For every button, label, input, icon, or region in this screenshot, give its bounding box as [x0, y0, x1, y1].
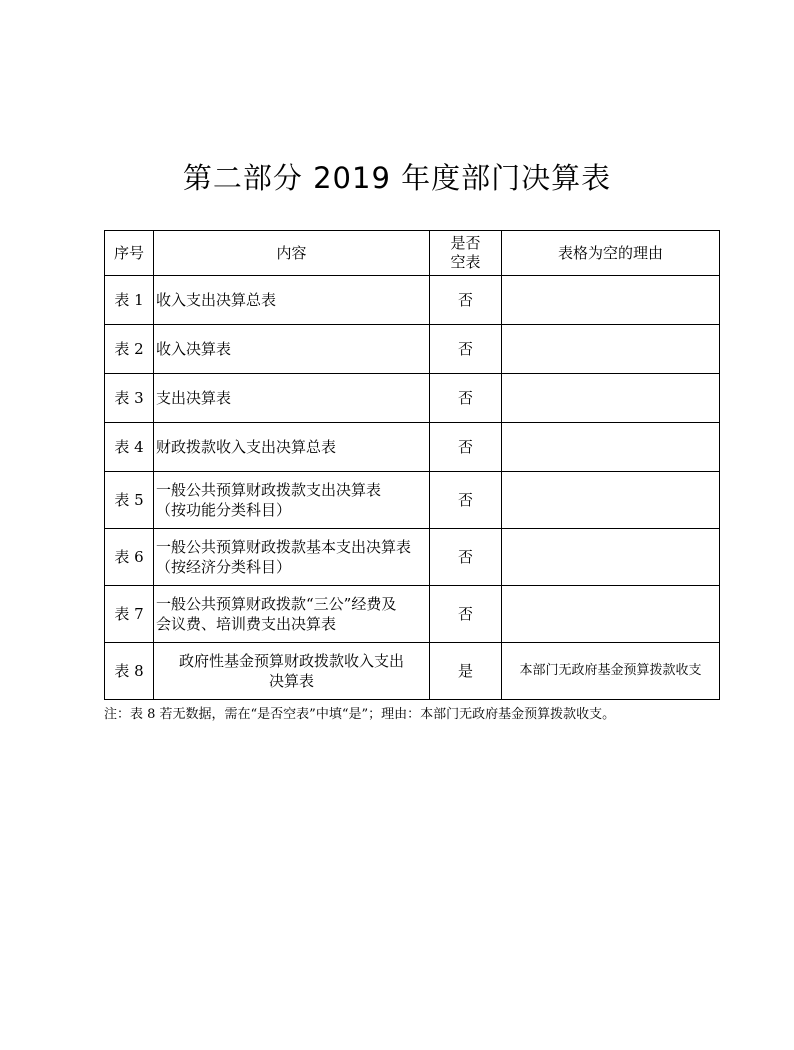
header-empty: [430, 231, 502, 276]
content-line: 一般公共预算财政拨款支出决算表: [156, 481, 382, 499]
table-footnote: 注：表 8 若无数据，需在“是否空表”中填“是”；理由：本部门无政府基金预算拨款收支。: [104, 707, 616, 722]
table-row: [105, 374, 720, 423]
row-content: [154, 374, 430, 423]
row-number: 表 8: [105, 643, 154, 700]
row-empty-flag: 否: [430, 374, 502, 423]
row-number: 表 5: [105, 472, 154, 529]
row-empty-flag: 否: [430, 423, 502, 472]
header-empty-line: 是否: [450, 234, 481, 252]
row-content: [154, 643, 430, 700]
row-number: 表 3: [105, 374, 154, 423]
row-reason: [502, 276, 720, 325]
header-empty-line: 空表: [450, 253, 481, 271]
row-empty-flag: 否: [430, 586, 502, 643]
row-empty-flag: 否: [430, 529, 502, 586]
row-empty-flag: 是: [430, 643, 502, 700]
row-content: [154, 325, 430, 374]
table-row: [105, 586, 720, 643]
row-number: 表 7: [105, 586, 154, 643]
content-line: 会议费、培训费支出决算表: [156, 615, 337, 633]
content-line: 一般公共预算财政拨款“三公”经费及: [156, 595, 397, 613]
table-row: [105, 643, 720, 700]
table-row: [105, 325, 720, 374]
table-row: [105, 276, 720, 325]
row-reason: 本部门无政府基金预算拨款收支: [502, 643, 720, 700]
content-line: 支出决算表: [156, 389, 232, 407]
table-header-row: [105, 231, 720, 276]
content-line: 收入支出决算总表: [156, 291, 277, 309]
table-row: [105, 423, 720, 472]
row-reason: [502, 472, 720, 529]
row-number: 表 2: [105, 325, 154, 374]
page-title: 第二部分 2019 年度部门决算表: [182, 161, 612, 195]
content-line: （按经济分类科目）: [156, 558, 292, 576]
row-content: [154, 586, 430, 643]
content-line: 政府性基金预算财政拨款收入支出: [178, 652, 404, 670]
content-line: 一般公共预算财政拨款基本支出决算表: [156, 538, 412, 556]
header-no: 序号: [105, 231, 154, 276]
row-number: 表 4: [105, 423, 154, 472]
row-empty-flag: 否: [430, 472, 502, 529]
row-reason: [502, 374, 720, 423]
row-content: [154, 529, 430, 586]
row-reason: [502, 586, 720, 643]
table-row: [105, 472, 720, 529]
content-line: （按功能分类科目）: [156, 501, 292, 519]
row-number: 表 1: [105, 276, 154, 325]
row-empty-flag: 否: [430, 276, 502, 325]
row-reason: [502, 529, 720, 586]
row-number: 表 6: [105, 529, 154, 586]
table-row: [105, 529, 720, 586]
row-content: [154, 472, 430, 529]
row-empty-flag: 否: [430, 325, 502, 374]
row-reason: [502, 325, 720, 374]
row-reason: [502, 423, 720, 472]
header-reason: 表格为空的理由: [502, 231, 720, 276]
header-content: 内容: [154, 231, 430, 276]
final-accounts-table: [104, 230, 720, 700]
row-content: [154, 276, 430, 325]
content-line: 收入决算表: [156, 340, 232, 358]
row-content: [154, 423, 430, 472]
content-line: 财政拨款收入支出决算总表: [156, 438, 337, 456]
content-line: 决算表: [268, 672, 314, 690]
